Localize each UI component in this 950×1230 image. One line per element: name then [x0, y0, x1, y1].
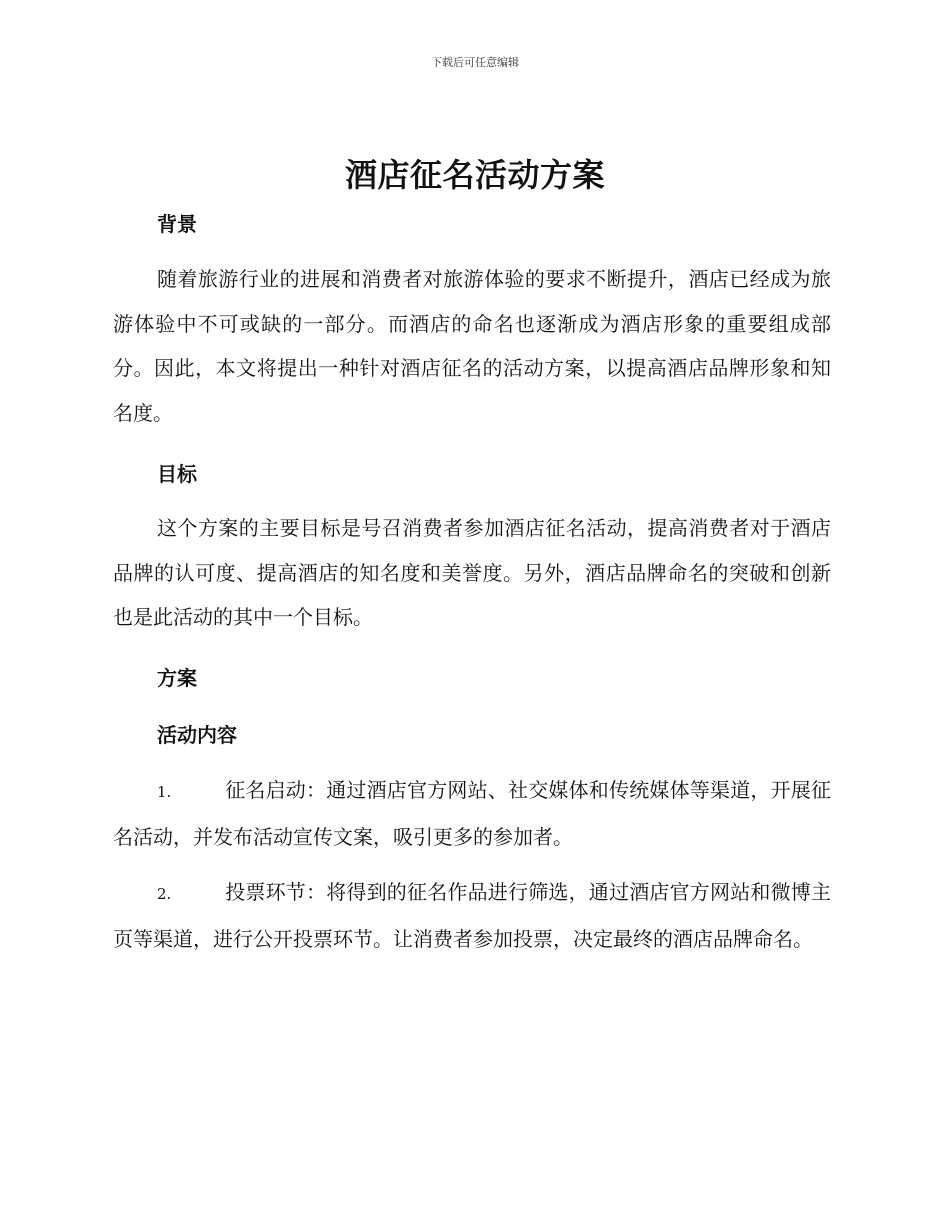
- list-item-text: 投票环节：将得到的征名作品进行筛选，通过酒店官方网站和微博主页等渠道，进行公开投票环节。让消费者参加投票，决定最终的酒店品牌命名。: [113, 880, 831, 951]
- section-heading-goal: 目标: [157, 462, 197, 486]
- section-heading-background: 背景: [157, 212, 197, 236]
- list-item: [113, 768, 831, 859]
- header-note: 下载后可任意编辑: [431, 56, 519, 69]
- paragraph-background: 随着旅游行业的进展和消费者对旅游体验的要求不断提升，酒店已经成为旅游体验中不可或缺的一部分。而酒店的命名也逐渐成为酒店形象的重要组成部分。因此，本文将提出一种针对酒店征名的活动方案，以提高酒店品牌形象和知名度。: [113, 267, 831, 425]
- list-item-number: 2.: [157, 885, 172, 903]
- list-item: [113, 870, 831, 961]
- document-title: 酒店征名活动方案: [344, 156, 605, 194]
- section-heading-plan: 方案: [157, 666, 197, 690]
- list-item-text: 征名启动：通过酒店官方网站、社交媒体和传统媒体等渠道，开展征名活动，并发布活动宣传文案，吸引更多的参加者。: [113, 778, 831, 849]
- list-item-number: 1.: [157, 783, 172, 801]
- subsection-heading-activity: 活动内容: [157, 723, 237, 747]
- paragraph-goal: 这个方案的主要目标是号召消费者参加酒店征名活动，提高消费者对于酒店品牌的认可度、提高酒店的知名度和美誉度。另外，酒店品牌命名的突破和创新也是此活动的其中一个目标。: [113, 516, 831, 630]
